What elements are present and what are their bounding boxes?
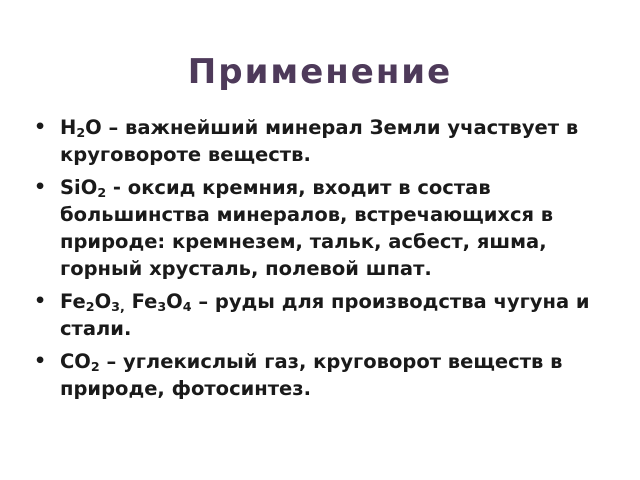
text-run: O – важнейший минерал Земли участвует в круговороте веществ. [60,116,579,166]
text-run: – углекислый газ, круговорот веществ в природе, фотосинтез. [60,350,563,400]
bullet-list [32,114,612,408]
text-run: H [60,116,77,139]
bullet-text [60,290,590,340]
bullet-marker: • [34,176,47,198]
subscript: 2 [76,125,86,141]
text-run: CO [60,350,91,373]
text-run: Fe [60,290,86,313]
bullet-item [32,288,612,342]
subscript: 3, [111,299,125,315]
subscript: 2 [90,359,100,375]
bullet-item [32,348,612,402]
subscript: 2 [85,299,95,315]
bullet-marker: • [34,350,47,372]
subscript: 2 [97,185,107,201]
text-run: O [166,290,183,313]
text-run: - оксид кремния, входит в состав большинства минералов, встречающихся в природе: кремнезем, тальк, асбест, яшма, горный хрусталь, полевой шпат. [60,176,554,280]
bullet-marker: • [34,116,47,138]
text-run: Fe [124,290,158,313]
bullet-text [60,176,553,280]
text-run: O [94,290,112,313]
slide-title: Применение [187,52,453,92]
bullet-text [60,116,578,166]
bullet-item [32,114,612,168]
bullet-marker: • [34,290,47,312]
subscript: 4 [182,299,192,315]
bullet-text [60,350,563,400]
subscript: 3 [157,299,167,315]
text-run: – руды для производства чугуна и стали. [60,290,590,340]
text-run: SiO [60,176,98,199]
bullet-item [32,174,612,282]
